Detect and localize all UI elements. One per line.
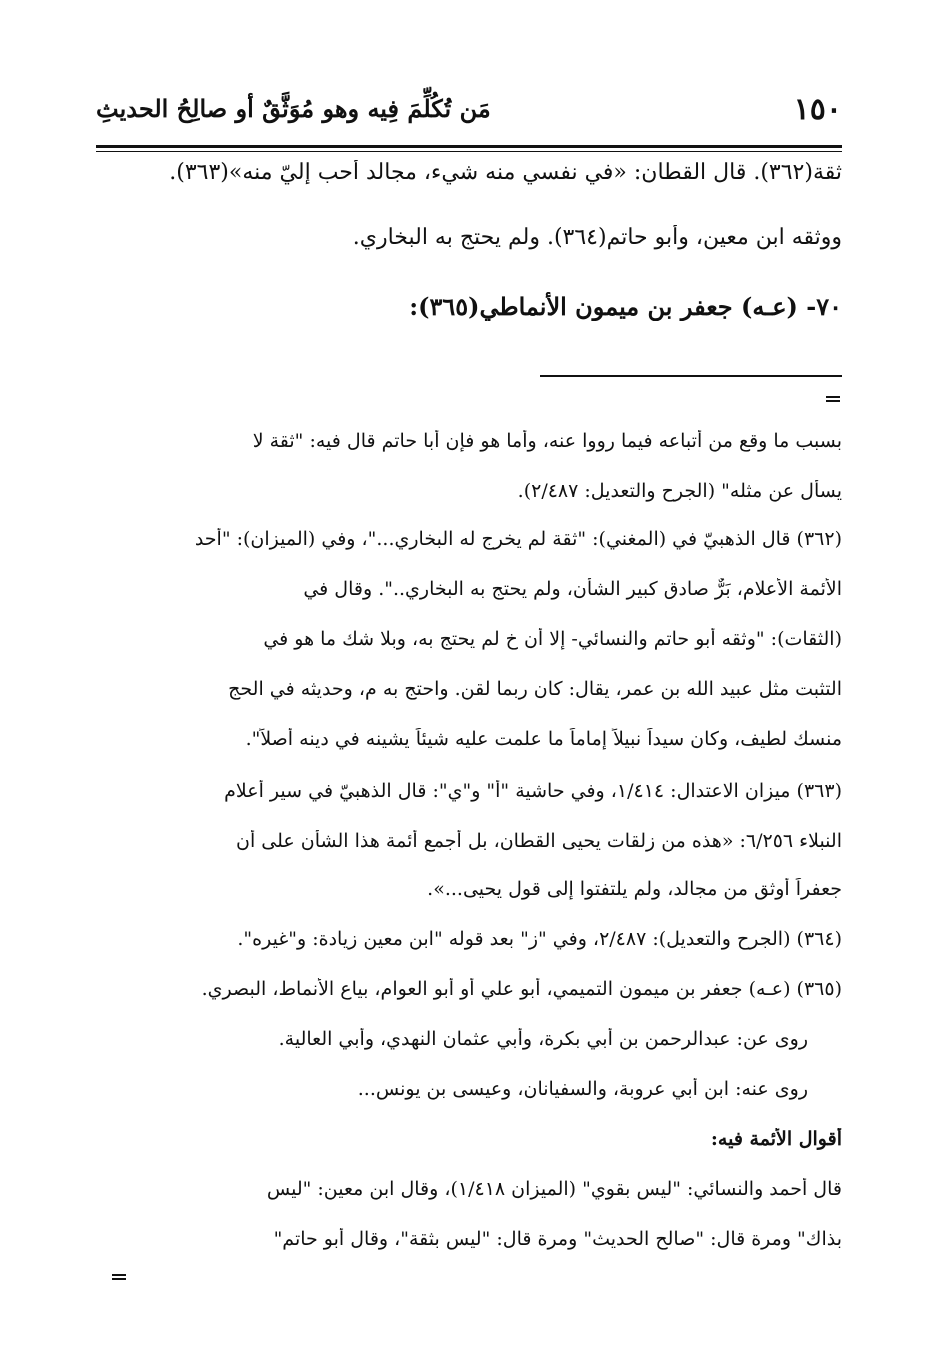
footnote-365: (٣٦٥) (عـه) جعفر بن ميمون التميمي، أبو علي أو أبو العوام، بياع الأنماط، البصري.: [201, 978, 842, 1000]
narrated-by: روى عنه: ابن أبي عروبة، والسفيانان، وعيسى بن يونس...: [357, 1078, 808, 1100]
footnote-line: النبلاء ٦/٢٥٦: «هذه من زلقات يحيى القطان، بل أجمع أئمة هذا الشأن على أن: [236, 830, 842, 852]
footnote-line: التثبت مثل عبيد الله بن عمر، يقال: كان ربما لقن. واحتج به م، وحديثه في الحج: [228, 678, 842, 700]
imams-heading: أقوال الأئمة فيه:: [710, 1128, 842, 1150]
footnote-line: يسأل عن مثله" (الجرح والتعديل: ٢/٤٨٧).: [517, 480, 842, 502]
footnote-line: بذاك" ومرة قال: "صالح الحديث" ومرة قال: "ليس بثقة"، وقال أبو حاتم": [273, 1228, 842, 1250]
footnote-line: بسبب ما وقع من أتباعه فيما رووا عنه، وأما هو فإن أبا حاتم قال فيه: "ثقة لا: [252, 430, 842, 452]
footnote-line: جعفراً أوثق من مجالد، ولم يلتفتوا إلى قول يحيى...».: [427, 878, 842, 900]
body-line: ووثقه ابن معين، وأبو حاتم(٣٦٤). ولم يحتج به البخاري.: [352, 225, 842, 250]
footnote-line: (الثقات): "وثقه أبو حاتم والنسائي- إلا أن خ لم يحتج به، وبلا شك ما هو في: [263, 628, 842, 650]
footnote-364: (٣٦٤) (الجرح والتعديل): ٢/٤٨٧، وفي "ز" بعد قوله "ابن معين زيادة: و"غيره".: [237, 928, 842, 950]
running-title: مَن تُكُلِّمَ فِيه وهو مُوَثَّقٌ أو صالِحُ الحديثِ: [96, 94, 491, 123]
footnote-separator: [540, 375, 842, 377]
footnote-line: قال أحمد والنسائي: "ليس بقوي" (الميزان ١/٤١٨)، وقال ابن معين: "ليس: [266, 1178, 842, 1200]
footnote-line: الأئمة الأعلام، بَرٌّ صادق كبير الشأن، ولم يحتج به البخاري..". وقال في: [303, 578, 842, 600]
footnote-363: (٣٦٣) ميزان الاعتدال: ١/٤١٤، وفي حاشية "أ" و"ي": قال الذهبيّ في سير أعلام: [224, 780, 842, 802]
page-number: ١٥٠: [793, 92, 842, 127]
header-rule-thin: [96, 151, 842, 152]
footnote-line: منسك لطيف، وكان سيداً نبيلاً إماماً ما علمت عليه شيئاً يشينه في دينه أصلاً".: [245, 728, 842, 750]
continuation-mark: [112, 1274, 126, 1280]
entry-heading: ٧٠- (عـه) جعفر بن ميمون الأنماطي(٣٦٥):: [409, 292, 842, 321]
footnote-362: (٣٦٢) قال الذهبيّ في (المغني): "ثقة لم يخرج له البخاري..."، وفي (الميزان): "أحد: [194, 528, 842, 550]
continuation-mark: [826, 396, 840, 402]
body-line: ثقة(٣٦٢). قال القطان: «في نفسي منه شيء، مجالد أحب إليّ منه»(٣٦٣).: [169, 160, 842, 185]
narrated-from: روى عن: عبدالرحمن بن أبي بكرة، وأبي عثمان النهدي، وأبي العالية.: [278, 1028, 808, 1050]
header-rule: [96, 145, 842, 148]
page-header: [96, 88, 842, 138]
